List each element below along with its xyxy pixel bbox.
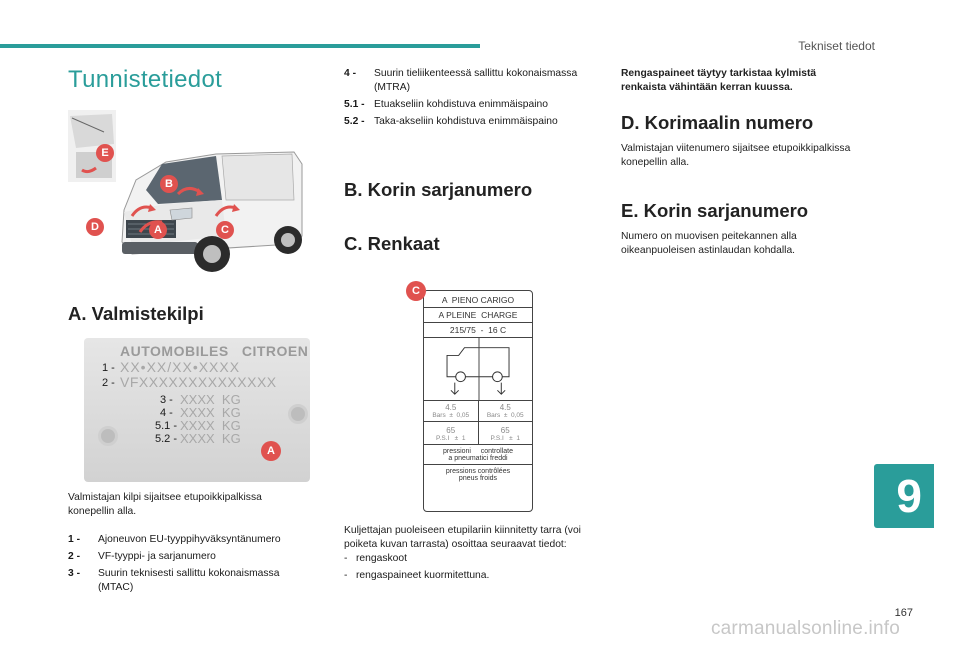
manufacturer-plate — [84, 338, 310, 482]
list-item-num: 5.2 - — [344, 116, 365, 127]
list-item — [68, 550, 313, 564]
section-e-text: Numero on muovisen peitekannen alla oikeanpuoleisen astinlaudan kohdalla. — [621, 231, 797, 256]
plate-line4-label: 4 - — [160, 407, 173, 419]
list-item-text: Taka-akseliin kohdistuva enimmäispaino — [374, 116, 558, 127]
label-french-line1: pressions contrôlées — [445, 468, 511, 475]
van-badge-c: C — [216, 221, 234, 239]
section-c-bullets — [344, 552, 489, 586]
section-a-cont-list — [344, 67, 599, 132]
tyre-pressure-label — [423, 290, 533, 512]
rear-psi-tolerance: P.S.I ± 1 — [490, 435, 520, 442]
section-a-heading: A. Valmistekilpi — [68, 303, 204, 324]
plate-line2-label: 2 - — [102, 377, 115, 389]
label-italian-line1: pressioni controllate — [442, 448, 514, 455]
label-french-line2: pneus froids — [458, 475, 498, 482]
list-item — [68, 533, 313, 547]
section-d-text: Valmistajan viitenumero sijaitsee etupoikkipalkissa konepellin alla. — [621, 143, 851, 168]
van-illustration — [66, 104, 314, 290]
plate-line2-value: VFXXXXXXXXXXXXXX — [120, 374, 277, 390]
van-badge-d: D — [86, 218, 104, 236]
list-item-num: 2 - — [68, 551, 81, 562]
section-e-heading: E. Korin sarjanumero — [621, 200, 809, 221]
tyre-label-line1: A PIENO CARIGO — [424, 295, 532, 308]
plate-line52-label: 5.2 - — [155, 433, 178, 445]
list-item-text: VF-tyyppi- ja sarjanumero — [98, 551, 216, 562]
plate-rivet-right — [288, 404, 308, 424]
plate-badge-a: A — [261, 441, 281, 461]
chapter-title: Tekniset tiedot — [798, 39, 875, 53]
rear-bar-value: 4.5 — [499, 403, 511, 412]
list-item-text: Suurin teknisesti sallittu kokonaismassa (MTAC) — [98, 568, 280, 593]
plate-line1-value: XX•XX/XX•XXXX — [120, 359, 241, 375]
front-psi-value: 65 — [446, 426, 456, 435]
tyre-label-line2: A PLEINE CHARGE — [424, 308, 532, 323]
plate-brand: AUTOMOBILES CITROEN — [120, 343, 309, 359]
van-badge-b: B — [160, 175, 178, 193]
section-b-heading: B. Korin sarjanumero — [344, 179, 533, 200]
header-accent-bar — [0, 44, 480, 48]
page-title: Tunnistetiedot — [68, 66, 223, 93]
plate-rivet-left — [98, 426, 118, 446]
list-item-text: Ajoneuvon EU-tyyppihyväksyntänumero — [98, 534, 281, 545]
front-psi-tolerance: P.S.I ± 1 — [436, 435, 466, 442]
list-item-num: 1 - — [68, 534, 81, 545]
plate-line52-value: XXXX KG — [180, 431, 241, 446]
plate-line3-value: XXXX KG — [180, 392, 241, 407]
list-item-text: Suurin tieliikenteessä sallittu kokonaismassa (MTRA) — [374, 68, 578, 93]
section-a-list — [68, 533, 313, 598]
list-item — [344, 67, 599, 95]
front-bar-tolerance: Bars ± 0,05 — [432, 412, 470, 419]
section-c-heading: C. Renkaat — [344, 233, 440, 254]
plate-line51-value: XXXX KG — [180, 418, 241, 433]
tyre-check-warning: Rengaspaineet täytyy tarkistaa kylmistä renkaista vähintään kerran kuussa. — [621, 68, 817, 93]
van-badge-e: E — [96, 144, 114, 162]
tyre-size: 215/75 - 16 C — [449, 325, 507, 335]
tyre-label-badge-c: C — [406, 281, 426, 301]
page-number: 167 — [894, 607, 913, 619]
section-a-description: Valmistajan kilpi sijaitsee etupoikkipalkissa konepellin alla. — [68, 492, 262, 517]
list-item — [344, 98, 599, 112]
plate-line4-value: XXXX KG — [180, 405, 241, 420]
list-item-text: rengaskoot — [356, 553, 407, 564]
list-item-text: Etuakseliin kohdistuva enimmäispaino — [374, 99, 548, 110]
list-item-num: 3 - — [68, 568, 81, 579]
section-c-description: Kuljettajan puoleiseen etupilariin kiinnitetty tarra (voi poiketa kuvan tarrasta) osoittaa seuraavat tiedot: — [344, 525, 581, 550]
plate-line51-label: 5.1 - — [155, 420, 178, 432]
watermark: carmanualsonline.info — [710, 618, 900, 639]
list-item-num: 5.1 - — [344, 99, 365, 110]
list-item-text: rengaspaineet kuormitettuna. — [356, 570, 490, 581]
section-d-heading: D. Korimaalin numero — [621, 112, 814, 133]
rear-psi-value: 65 — [500, 426, 510, 435]
plate-line1-label: 1 - — [102, 362, 115, 374]
list-item — [344, 115, 599, 129]
rear-bar-tolerance: Bars ± 0,05 — [486, 412, 524, 419]
label-italian-line2: a pneumatici freddi — [448, 455, 508, 462]
chapter-number: 9 — [896, 470, 922, 522]
list-item-num: 4 - — [344, 68, 357, 79]
list-item — [68, 567, 313, 595]
list-item: - rengaskoot — [344, 553, 407, 564]
list-item: - rengaspaineet kuormitettuna. — [344, 570, 490, 581]
van-badge-a: A — [149, 221, 167, 239]
front-bar-value: 4.5 — [445, 403, 457, 412]
plate-line3-label: 3 - — [160, 394, 173, 406]
van-load-icon — [424, 337, 533, 401]
